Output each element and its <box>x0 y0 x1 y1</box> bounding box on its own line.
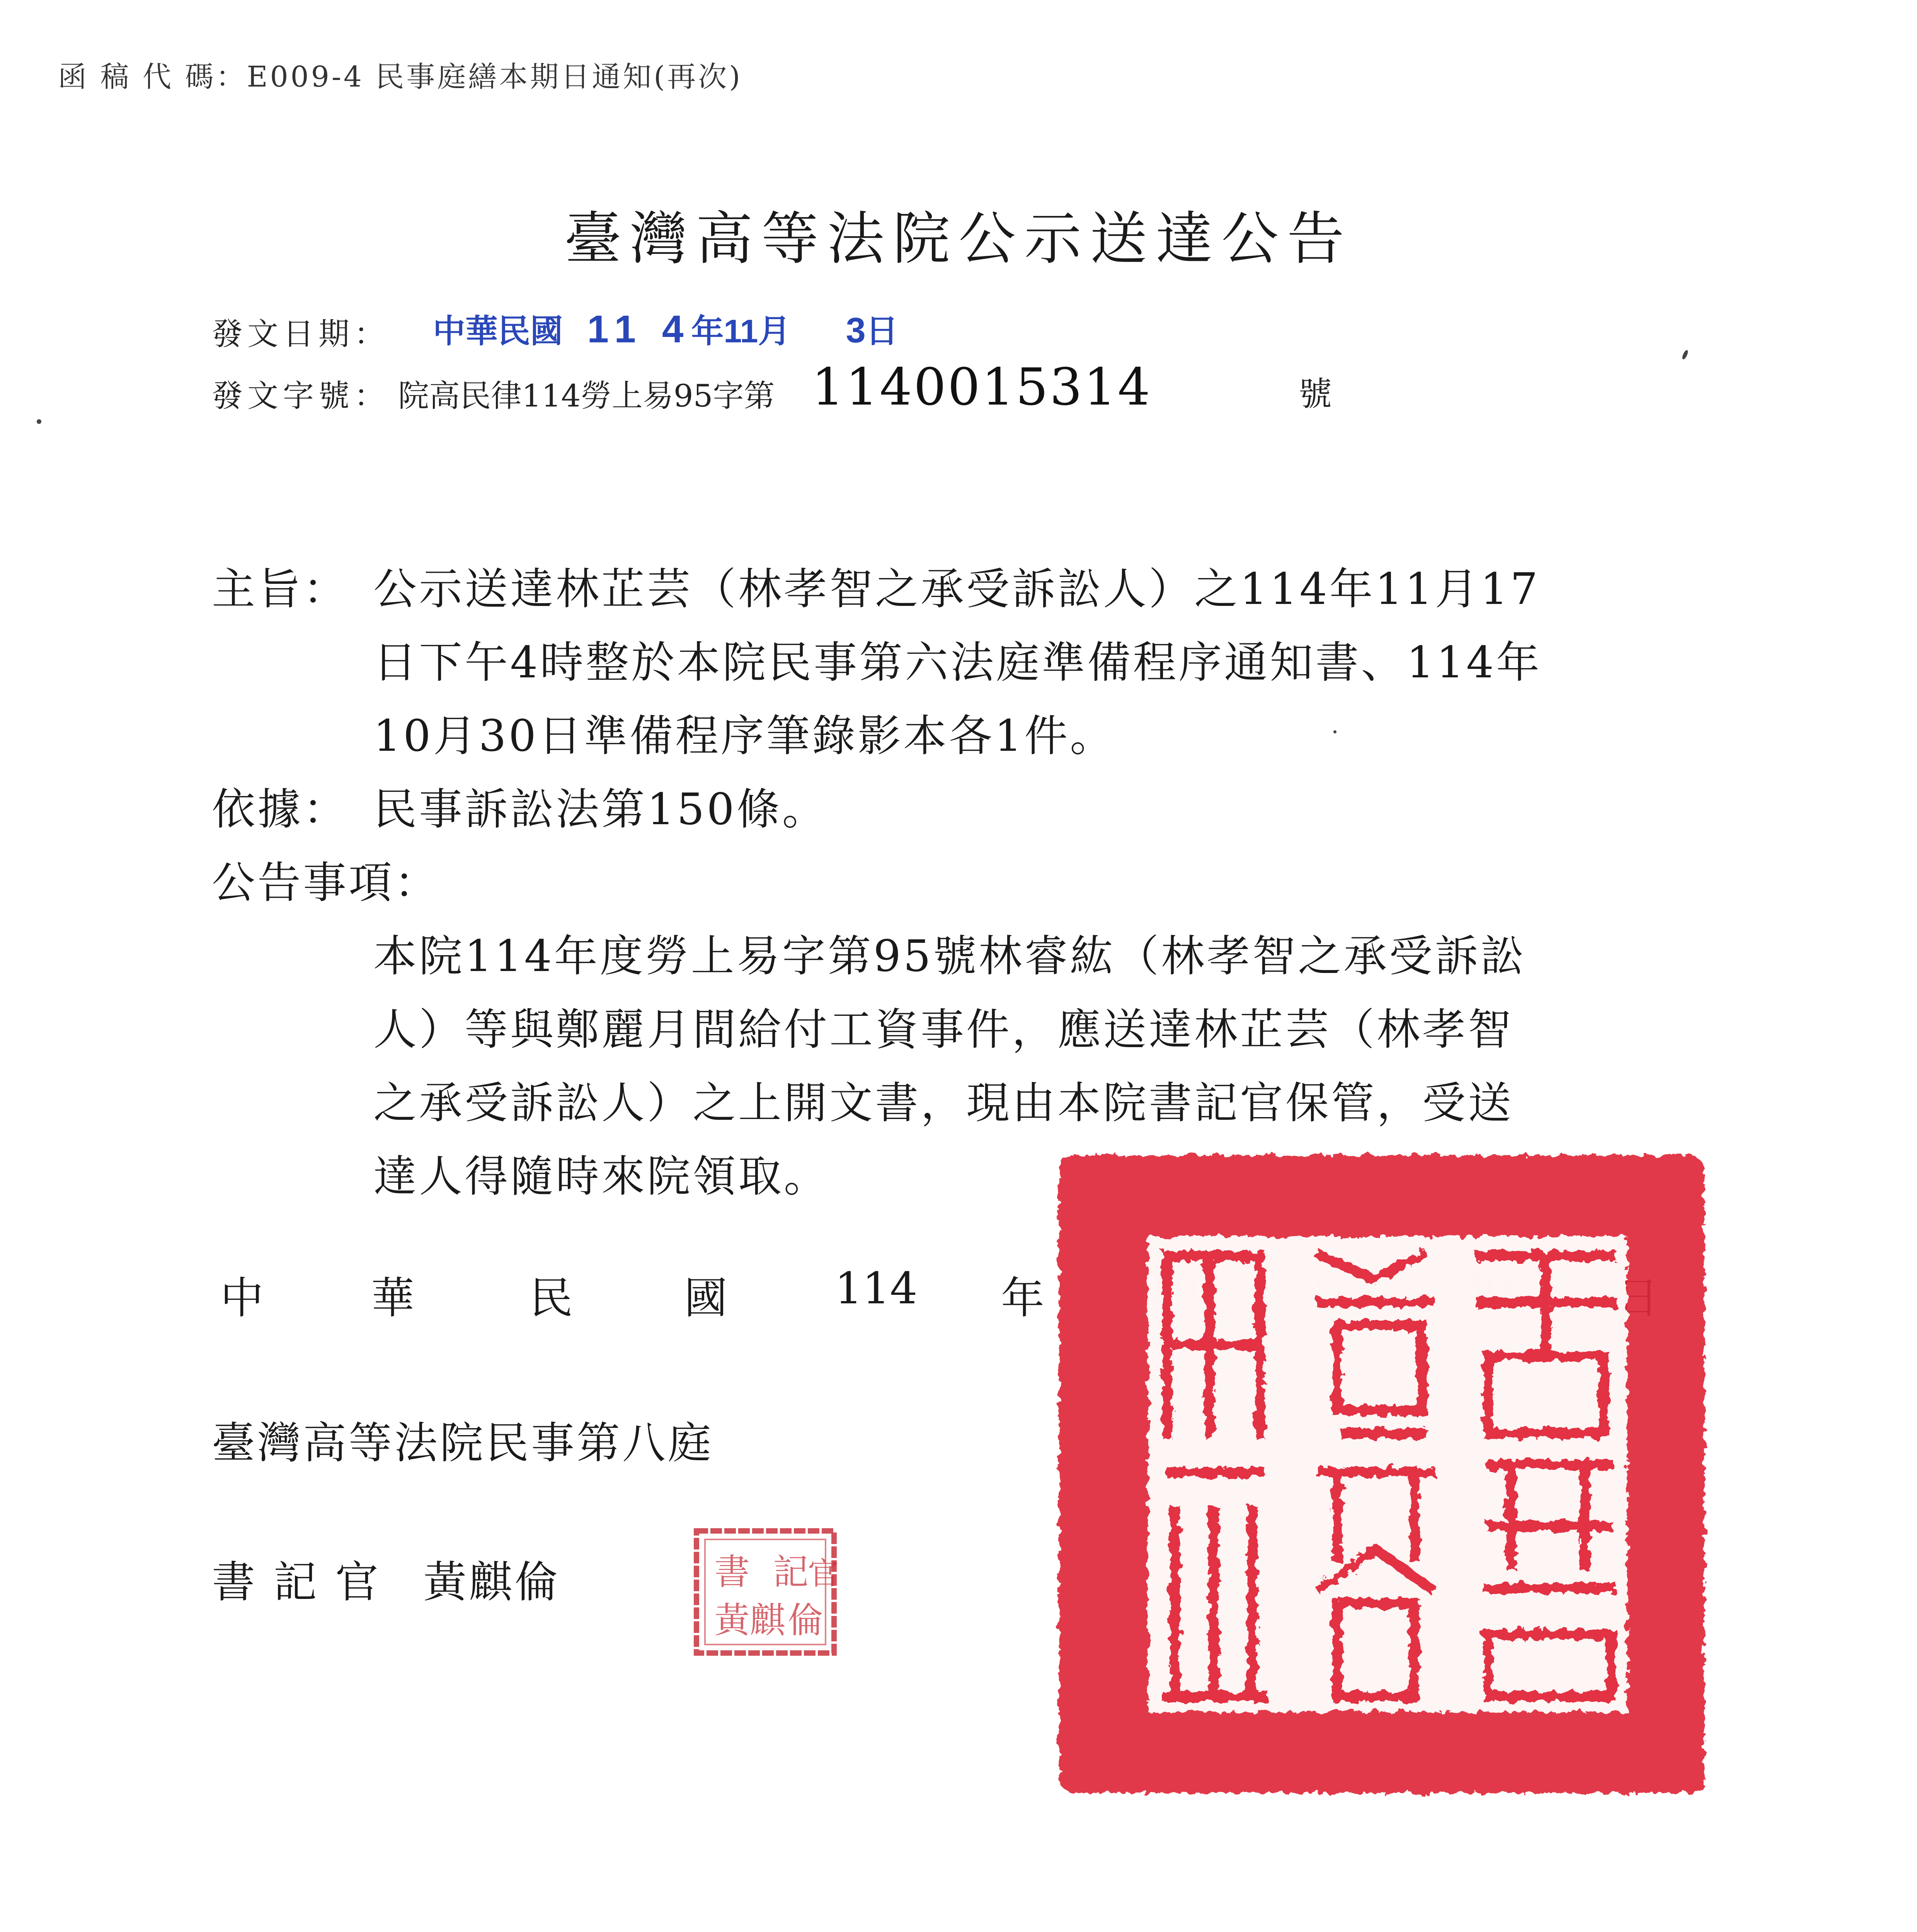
issue-date-day-unit: 日 <box>865 313 898 349</box>
issue-date-month: 11 <box>724 313 758 349</box>
clerk-stamp-glyph: 記 <box>773 1551 809 1593</box>
basis-text: 民事訴訟法第150條。 <box>373 784 828 835</box>
announcement-date-part: 華 <box>371 1273 414 1323</box>
issue-date-stamp <box>433 305 898 352</box>
notice-line: 之承受訴訟人）之上開文書，現由本院書記官保管，受送 <box>373 1078 1514 1128</box>
issue-date-year: 11 4 <box>587 308 691 351</box>
document-title: 臺灣高等法院公示送達公告 <box>564 206 1353 272</box>
clerk-stamp-glyph: 官 <box>808 1556 839 1592</box>
announcement-date-part: 中 <box>220 1273 264 1323</box>
court-seal-body <box>1059 1155 1704 1793</box>
court-name: 臺灣高等法院民事第八庭 <box>212 1418 713 1468</box>
document-number-suffix: 號 <box>1299 375 1332 413</box>
subject-line: 日下午4時整於本院民事第六法庭準備程序通知書、114年 <box>373 638 1542 688</box>
basis-label: 依據： <box>212 784 349 835</box>
clerk-name: 黃麒倫 <box>423 1557 560 1607</box>
announcement-date-part: 民 <box>529 1273 573 1323</box>
scan-speck <box>37 419 41 424</box>
clerk-stamp-glyphs <box>714 1551 839 1641</box>
clerk-stamp-glyph: 書 <box>714 1551 750 1593</box>
clerk-name-stamp <box>692 1526 839 1658</box>
scan-speck <box>1333 730 1336 733</box>
document-number-prefix: 院高民律114勞上易95字第 <box>398 378 775 414</box>
subject-line: 10月30日準備程序筆錄影本各1件。 <box>373 711 1116 761</box>
form-code: 函 稿 代 碼：E009-4 民事庭繕本期日通知(再次) <box>58 60 743 94</box>
notice-line: 本院114年度勞上易字第95號林睿紘（林孝智之承受訴訟 <box>373 931 1526 981</box>
issue-date-era: 中華民國 <box>433 313 563 349</box>
subject-label: 主旨： <box>212 564 349 614</box>
issue-date-year-unit: 年 <box>691 313 724 349</box>
issue-date-month-unit: 月 <box>758 313 791 349</box>
clerk-title: 書 記 官 <box>212 1557 381 1607</box>
announcement-date-part: 114 <box>835 1264 918 1314</box>
issue-date-label: 發文日期： <box>212 316 390 352</box>
scan-speck <box>1681 349 1689 360</box>
notice-line: 人）等與鄭麗月間給付工資事件，應送達林芷芸（林孝智 <box>373 1005 1514 1055</box>
announcement-date-part: 年 <box>1001 1273 1044 1323</box>
issue-date-day: 3 <box>846 311 866 350</box>
announcement-date-part: 國 <box>684 1273 727 1323</box>
notice-label: 公告事項： <box>212 858 440 908</box>
clerk-stamp-glyph: 黃 <box>714 1600 750 1641</box>
notice-line: 達人得隨時來院領取。 <box>373 1151 829 1202</box>
clerk-stamp-glyph: 麒 <box>750 1600 786 1641</box>
subject-line: 公示送達林芷芸（林孝智之承受訴訟人）之114年11月17 <box>373 564 1540 614</box>
clerk-stamp-glyph: 倫 <box>788 1600 824 1641</box>
document-number-value: 1140015314 <box>812 357 1152 417</box>
court-seal <box>1044 1140 1720 1808</box>
clerk-signature-line <box>212 1546 560 1619</box>
document-number-label: 發文字號： <box>212 378 390 414</box>
